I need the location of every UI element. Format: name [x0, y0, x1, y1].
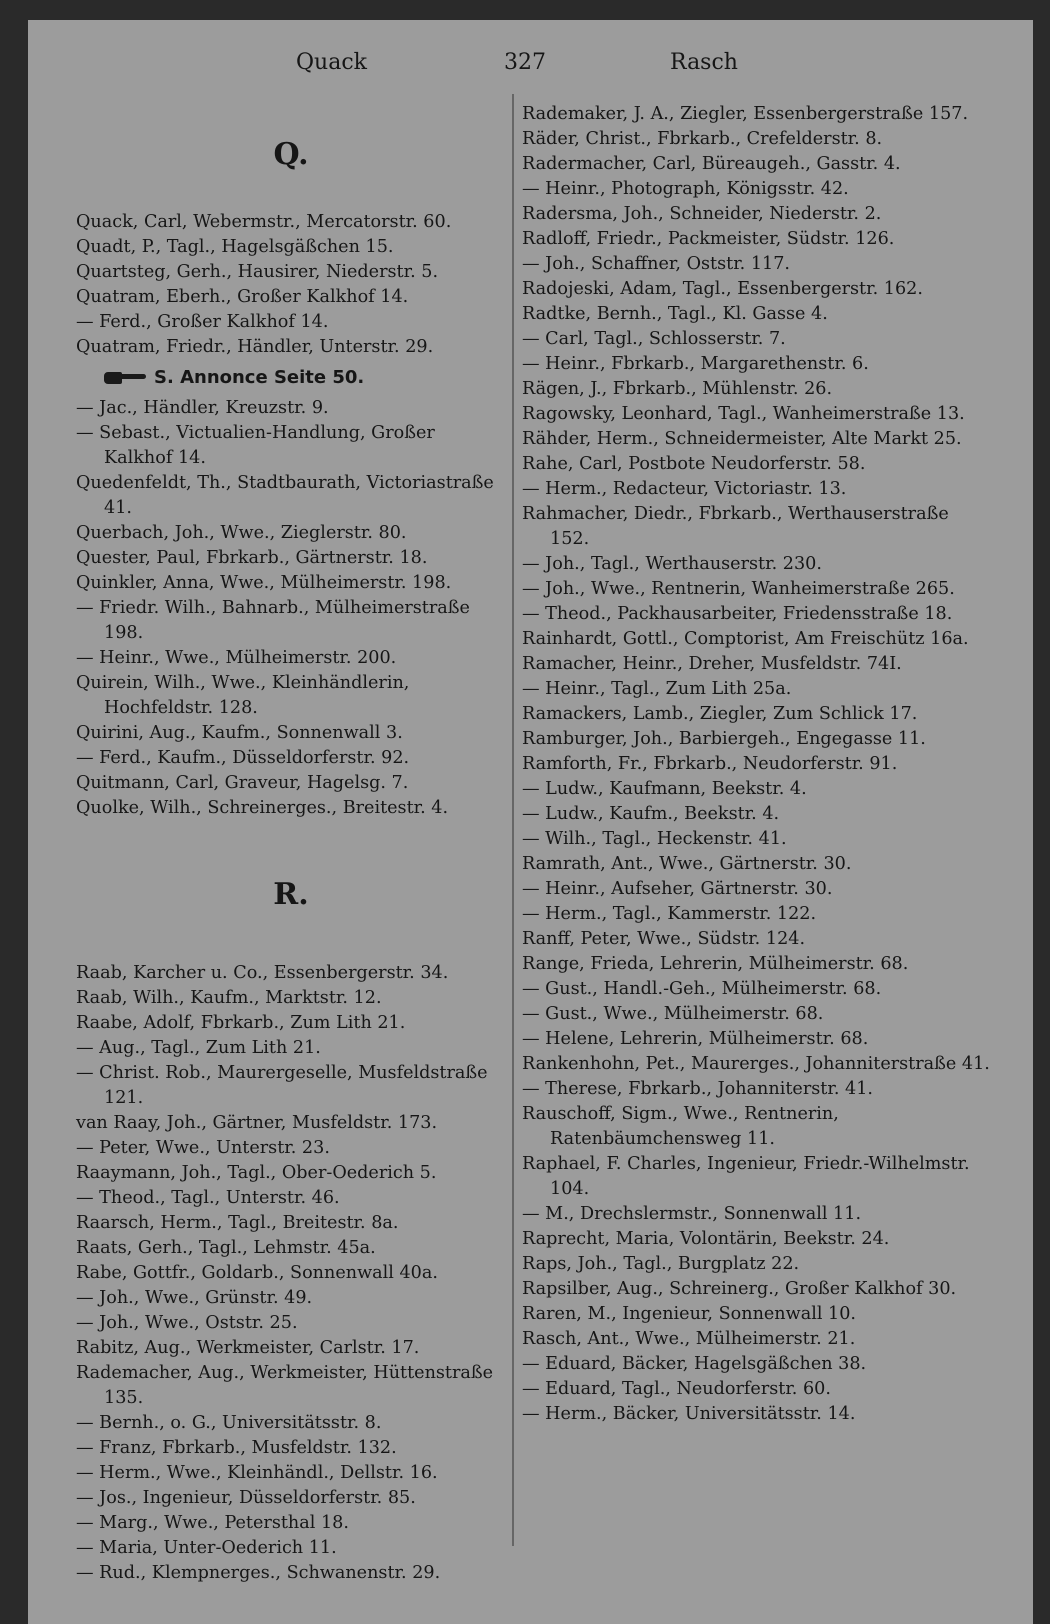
directory-entry: Rahe, Carl, Postbote Neudorferstr. 58. [522, 454, 866, 474]
right-column [522, 102, 992, 1427]
directory-entry: — Carl, Tagl., Schlosserstr. 7. [522, 329, 786, 349]
directory-entry: — Ferd., Kaufm., Düsseldorferstr. 92. [76, 748, 410, 768]
directory-entry: Quack, Carl, Webermstr., Mercatorstr. 60. [76, 212, 452, 232]
directory-entry: Radersma, Joh., Schneider, Niederstr. 2. [522, 204, 882, 224]
column-divider [512, 94, 514, 1546]
directory-entry: Radloff, Friedr., Packmeister, Südstr. 126. [522, 229, 895, 249]
directory-entry: — Franz, Fbrkarb., Musfeldstr. 132. [76, 1438, 397, 1458]
directory-entry: Quartsteg, Gerh., Hausirer, Niederstr. 5. [76, 262, 439, 282]
directory-entry: — Heinr., Tagl., Zum Lith 25a. [522, 679, 792, 699]
directory-entry: — Herm., Bäcker, Universitätsstr. 14. [522, 1404, 856, 1424]
directory-entry: — Rud., Klempnerges., Schwanenstr. 29. [76, 1563, 441, 1583]
directory-entry: Rähder, Herm., Schneidermeister, Alte Markt 25. [522, 429, 962, 449]
directory-entry: Ramackers, Lamb., Ziegler, Zum Schlick 17. [522, 704, 918, 724]
directory-entry: Rägen, J., Fbrkarb., Mühlenstr. 26. [522, 379, 833, 399]
directory-entry: — Herm., Redacteur, Victoriastr. 13. [522, 479, 847, 499]
annonce-reference [76, 360, 506, 396]
r-entries [76, 961, 506, 1586]
directory-entry: — Gust., Handl.-Geh., Mülheimerstr. 68. [522, 979, 882, 999]
directory-entry: Raaymann, Joh., Tagl., Ober-Oederich 5. [76, 1163, 437, 1183]
directory-entry: Quirein, Wilh., Wwe., Kleinhändlerin, Hochfeldstr. 128. [76, 673, 410, 718]
directory-entry: Quester, Paul, Fbrkarb., Gärtnerstr. 18. [76, 548, 428, 568]
page-number: 327 [504, 50, 546, 75]
directory-entry: Radtke, Bernh., Tagl., Kl. Gasse 4. [522, 304, 828, 324]
right-entries [522, 102, 992, 1427]
directory-entry: Radojeski, Adam, Tagl., Essenbergerstr. 162. [522, 279, 923, 299]
directory-entry: — Heinr., Aufseher, Gärtnerstr. 30. [522, 879, 833, 899]
directory-entry: Rabitz, Aug., Werkmeister, Carlstr. 17. [76, 1338, 420, 1358]
directory-entry: — Joh., Tagl., Werthauserstr. 230. [522, 554, 822, 574]
directory-entry: — Ludw., Kaufm., Beekstr. 4. [522, 804, 780, 824]
directory-entry: Räder, Christ., Fbrkarb., Crefelderstr. 8. [522, 129, 883, 149]
directory-entry: Quadt, P., Tagl., Hagelsgäßchen 15. [76, 237, 394, 257]
directory-entry: Rauschoff, Sigm., Wwe., Rentnerin, Ratenbäumchensweg 11. [522, 1104, 839, 1149]
directory-entry: Querbach, Joh., Wwe., Zieglerstr. 80. [76, 523, 407, 543]
directory-entry: Raab, Wilh., Kaufm., Marktstr. 12. [76, 988, 382, 1008]
directory-entry: Quatram, Friedr., Händler, Unterstr. 29. [76, 337, 434, 357]
directory-entry: Ramburger, Joh., Barbiergeh., Engegasse 11. [522, 729, 926, 749]
directory-page [28, 20, 1033, 1624]
section-letter-q: Q. [273, 137, 309, 172]
directory-entry: — Bernh., o. G., Universitätsstr. 8. [76, 1413, 382, 1433]
directory-entry: Raab, Karcher u. Co., Essenbergerstr. 34. [76, 963, 449, 983]
directory-entry: — Sebast., Victualien-Handlung, Großer Kalkhof 14. [76, 423, 435, 468]
directory-entry: — Christ. Rob., Maurergeselle, Musfeldstraße 121. [76, 1063, 488, 1108]
directory-entry: Ramforth, Fr., Fbrkarb., Neudorferstr. 91. [522, 754, 898, 774]
directory-entry: Ramrath, Ant., Wwe., Gärtnerstr. 30. [522, 854, 852, 874]
directory-entry: Quirini, Aug., Kaufm., Sonnenwall 3. [76, 723, 403, 743]
directory-entry: Rademacher, Aug., Werkmeister, Hüttenstraße 135. [76, 1363, 494, 1408]
directory-entry: Quitmann, Carl, Graveur, Hagelsg. 7. [76, 773, 409, 793]
directory-entry: — Jac., Händler, Kreuzstr. 9. [76, 398, 329, 418]
directory-entry: — Joh., Wwe., Rentnerin, Wanheimerstraße 265. [522, 579, 955, 599]
pointing-hand-icon [104, 370, 146, 386]
directory-entry: Raren, M., Ingenieur, Sonnenwall 10. [522, 1304, 857, 1324]
directory-entry: — M., Drechslermstr., Sonnenwall 11. [522, 1204, 862, 1224]
directory-entry: Rapsilber, Aug., Schreinerg., Großer Kalkhof 30. [522, 1279, 957, 1299]
directory-entry: — Aug., Tagl., Zum Lith 21. [76, 1038, 321, 1058]
directory-entry: Quinkler, Anna, Wwe., Mülheimerstr. 198. [76, 573, 452, 593]
directory-entry: — Joh., Schaffner, Oststr. 117. [522, 254, 791, 274]
directory-entry: — Friedr. Wilh., Bahnarb., Mülheimerstraße 198. [76, 598, 470, 643]
directory-entry: Range, Frieda, Lehrerin, Mülheimerstr. 68. [522, 954, 909, 974]
directory-entry: Radermacher, Carl, Büreaugeh., Gasstr. 4. [522, 154, 901, 174]
directory-entry: — Herm., Wwe., Kleinhändl., Dellstr. 16. [76, 1463, 438, 1483]
directory-entry: — Ludw., Kaufmann, Beekstr. 4. [522, 779, 807, 799]
directory-entry: Raps, Joh., Tagl., Burgplatz 22. [522, 1254, 800, 1274]
directory-entry: — Marg., Wwe., Petersthal 18. [76, 1513, 349, 1533]
directory-entry: — Ferd., Großer Kalkhof 14. [76, 312, 329, 332]
directory-entry: Rasch, Ant., Wwe., Mülheimerstr. 21. [522, 1329, 856, 1349]
directory-entry: — Theod., Tagl., Unterstr. 46. [76, 1188, 340, 1208]
directory-entry: van Raay, Joh., Gärtner, Musfeldstr. 173. [76, 1113, 438, 1133]
directory-entry: — Eduard, Tagl., Neudorferstr. 60. [522, 1379, 831, 1399]
directory-entry: Quatram, Eberh., Großer Kalkhof 14. [76, 287, 409, 307]
directory-entry: — Wilh., Tagl., Heckenstr. 41. [522, 829, 787, 849]
directory-entry: Rainhardt, Gottl., Comptorist, Am Freischütz 16a. [522, 629, 969, 649]
directory-entry: Quolke, Wilh., Schreinerges., Breitestr. 4. [76, 798, 449, 818]
directory-entry: — Joh., Wwe., Grünstr. 49. [76, 1288, 313, 1308]
section-letter-r: R. [273, 877, 309, 912]
directory-entry: Raarsch, Herm., Tagl., Breitestr. 8a. [76, 1213, 399, 1233]
left-column [76, 102, 506, 1586]
directory-entry: — Jos., Ingenieur, Düsseldorferstr. 85. [76, 1488, 416, 1508]
directory-entry: — Eduard, Bäcker, Hagelsgäßchen 38. [522, 1354, 867, 1374]
directory-entry: Ragowsky, Leonhard, Tagl., Wanheimerstraße 13. [522, 404, 965, 424]
directory-entry: — Peter, Wwe., Unterstr. 23. [76, 1138, 330, 1158]
directory-entry: — Theod., Packhausarbeiter, Friedensstraße 18. [522, 604, 953, 624]
directory-entry: Raphael, F. Charles, Ingenieur, Friedr.-Wilhelmstr. 104. [522, 1154, 970, 1199]
directory-entry: Ranff, Peter, Wwe., Südstr. 124. [522, 929, 806, 949]
directory-entry: — Therese, Fbrkarb., Johanniterstr. 41. [522, 1079, 873, 1099]
directory-entry: — Gust., Wwe., Mülheimerstr. 68. [522, 1004, 824, 1024]
directory-entry: Raats, Gerh., Tagl., Lehmstr. 45a. [76, 1238, 376, 1258]
directory-entry: — Joh., Wwe., Oststr. 25. [76, 1313, 298, 1333]
directory-entry: Rankenhohn, Pet., Maurerges., Johanniterstraße 41. [522, 1054, 990, 1074]
directory-entry: Rahmacher, Diedr., Fbrkarb., Werthauserstraße 152. [522, 504, 949, 549]
header-last-name: Rasch [670, 50, 738, 75]
header-first-name: Quack [296, 50, 367, 75]
directory-entry: Quedenfeldt, Th., Stadtbaurath, Victoriastraße 41. [76, 473, 494, 518]
directory-entry: Rabe, Gottfr., Goldarb., Sonnenwall 40a. [76, 1263, 438, 1283]
directory-entry: — Herm., Tagl., Kammerstr. 122. [522, 904, 817, 924]
page-header [28, 38, 1033, 78]
directory-entry: Rademaker, J. A., Ziegler, Essenbergerstraße 157. [522, 104, 969, 124]
directory-entry: Raabe, Adolf, Fbrkarb., Zum Lith 21. [76, 1013, 406, 1033]
directory-entry: — Maria, Unter-Oederich 11. [76, 1538, 337, 1558]
directory-entry: — Heinr., Photograph, Königsstr. 42. [522, 179, 849, 199]
directory-entry: Raprecht, Maria, Volontärin, Beekstr. 24. [522, 1229, 890, 1249]
directory-entry: — Heinr., Wwe., Mülheimerstr. 200. [76, 648, 397, 668]
q-entries-b [76, 396, 506, 821]
directory-entry: — Helene, Lehrerin, Mülheimerstr. 68. [522, 1029, 869, 1049]
directory-entry: Ramacher, Heinr., Dreher, Musfeldstr. 74I. [522, 654, 902, 674]
directory-entry: — Heinr., Fbrkarb., Margarethenstr. 6. [522, 354, 869, 374]
annonce-text: S. Annonce Seite 50. [154, 367, 365, 388]
q-entries-a [76, 210, 506, 360]
